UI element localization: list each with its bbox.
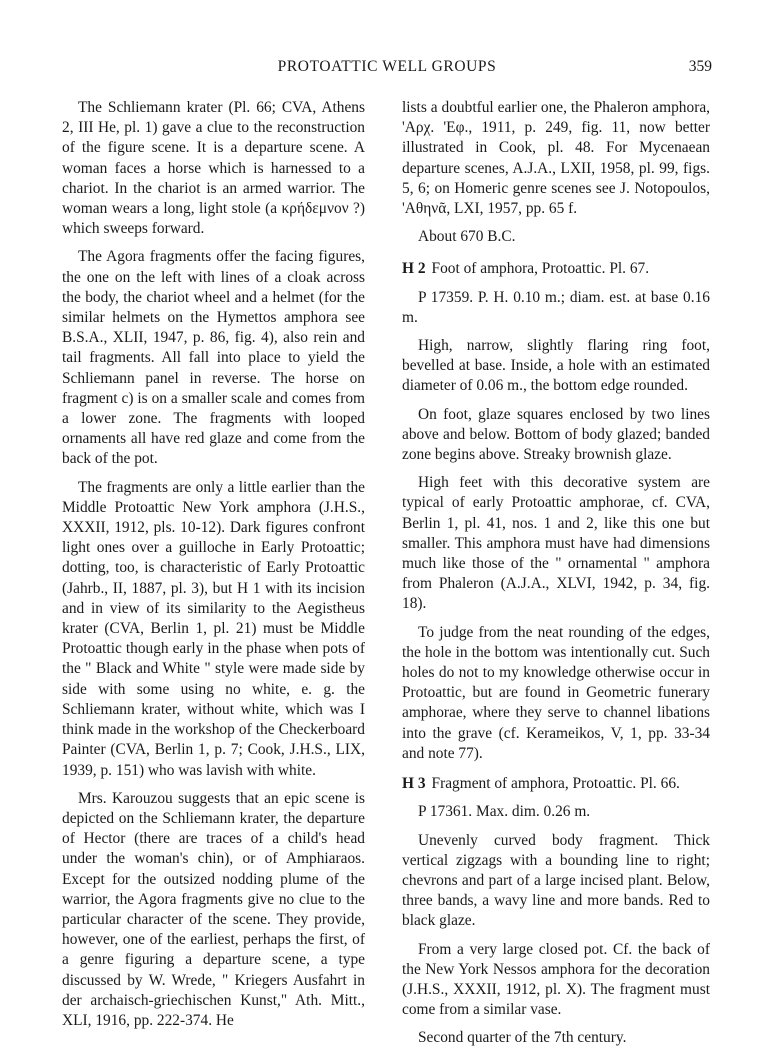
right-column xyxy=(402,98,710,1057)
paragraph-agora-fragments: The Agora fragments offer the facing figures, the one on the left with lines of a cloak across the body, the chariot wheel and a helmet (for the similar helmets on the Hymettos amphora see B.S.A., XLII, 1947, p. 86, fig. 4), also rein and tail fragments. All fall into place to yield the Schliemann panel in reverse. The horse on fragment c) is on a smaller scale and comes from a lower zone. The fragments with looped ornaments all have red glaze and come from the back of the pot. xyxy=(62,248,365,468)
date-line: About 670 B.C. xyxy=(418,228,516,246)
description-paragraph: From a very large closed pot. Cf. the back of the New York Nessos amphora for the decoration (J.H.S., XXXII, 1912, pl. X). The fragment must come from a similar vase. xyxy=(402,940,710,1019)
paragraph-schliemann-krater: The Schliemann krater (Pl. 66; CVA, Athens 2, III He, pl. 1) gave a clue to the reconstruction of the figure scene. It is a departure scene. A woman faces a horse which is harnessed to a chariot. In the chariot is an armed warrior. The woman wears a long, light stole (a κρήδεμνον ?) which sweeps forward. xyxy=(62,99,365,238)
description-paragraph: On foot, glaze squares enclosed by two lines above and below. Bottom of body glazed; banded zone begins above. Streaky brownish glaze. xyxy=(402,405,710,464)
inventory-line: P 17361. Max. dim. 0.26 m. xyxy=(418,803,591,821)
description-paragraph: Unevenly curved body fragment. Thick vertical zigzags with a bounding line to right; chevrons and part of a large incised plant. Below, three bands, a wavy line and more bands. Red to black glaze. xyxy=(402,831,710,930)
description-paragraph: High feet with this decorative system are typical of early Protoattic amphorae, cf. CVA, Berlin 1, pl. 41, nos. 1 and 2, like this one but smaller. This amphora must have had dimensions much like those of the " ornamental " amphora from Phaleron (A.J.A., XLVI, 1942, p. 34, fig. 18). xyxy=(402,474,710,613)
entry-label: H 2 xyxy=(402,260,426,278)
description-paragraph: High, narrow, slightly flaring ring foot, bevelled at base. Inside, a hole with an estimated diameter of 0.06 m., the bottom edge rounded. xyxy=(402,337,710,395)
page-number: 359 xyxy=(688,58,712,75)
description-paragraph: Second quarter of the 7th century. xyxy=(418,1029,627,1047)
running-title: PROTOATTIC WELL GROUPS xyxy=(277,58,497,75)
description-paragraph: To judge from the neat rounding of the edges, the hole in the bottom was intentionally cut. Such holes do not to my knowledge otherwise occur in Protoattic, but are found in Geometric funerary amphorae, where they serve to channel libations into the grave (cf. Kerameikos, V, 1, pp. 33-34 and note 77). xyxy=(402,623,710,762)
inventory-line: P 17359. P. H. 0.10 m.; diam. est. at base 0.16 m. xyxy=(402,288,710,326)
entry-title: Foot of amphora, Protoattic. Pl. 67. xyxy=(431,260,650,278)
entry-title: Fragment of amphora, Protoattic. Pl. 66. xyxy=(431,775,680,793)
paragraph-continuation: lists a doubtful earlier one, the Phaleron amphora, 'Αρχ. 'Εφ., 1911, p. 249, fig. 11, now better illustrated in Cook, pl. 48. For Mycenaean departure scenes, A.J.A., LXII, 1958, pl. 99, figs. 5, 6; on Homeric genre scenes see J. Notopoulos, 'Αθηνᾶ, LXI, 1957, pp. 65 f. xyxy=(402,99,710,218)
left-column xyxy=(62,98,365,1039)
entry-label: H 3 xyxy=(402,775,426,793)
page-header xyxy=(62,58,712,80)
catalogue-entry-h2 xyxy=(402,259,710,279)
paragraph-dating: The fragments are only a little earlier than the Middle Protoattic New York amphora (J.H.S., XXXII, 1912, pls. 10-12). Dark figures confront light ones over a guilloche in Early Protoattic; dotting, too, is characteristic of Early Protoattic (Jahrb., II, 1887, pl. 3), but H 1 with its incision and in view of its similarity to the Aegistheus krater (CVA, Berlin 1, pl. 21) must be Middle Protoattic though early in the phase when pots of the " Black and White " style were made side by side with some using no white, e. g. the Schliemann krater, without white, which was I think made in the workshop of the Checkerboard Painter (CVA, Berlin 1, p. 7; Cook, J.H.S., LIX, 1939, p. 151) who was lavish with white. xyxy=(62,478,365,779)
catalogue-entry-h3 xyxy=(402,774,710,794)
paragraph-epic-scene: Mrs. Karouzou suggests that an epic scene is depicted on the Schliemann krater, the departure of Hector (there are traces of a child's head under the woman's chin), or of Amphiaraos. Except for the outsized nodding plume of the warrior, the Agora fragments give no clue to the particular character of the scene. They provide, however, one of the earliest, perhaps the first, of a genre figuring a departure scene, a type discussed by W. Wrede, " Kriegers Ausfahrt in der archaisch-griechischen Kunst," Ath. Mitt., XLI, 1916, pp. 222-374. He xyxy=(62,789,365,1029)
